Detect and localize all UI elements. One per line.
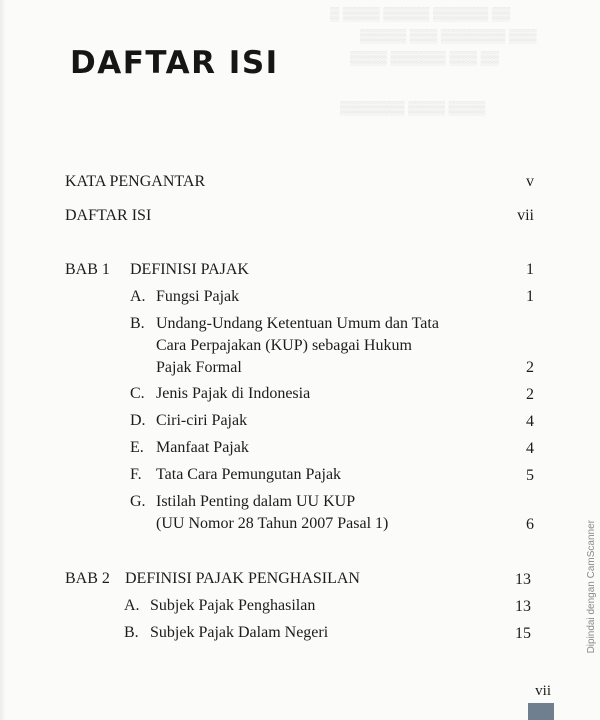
toc-item[interactable]: [130, 410, 247, 432]
chapter-title-bab-2[interactable]: DEFINISI PAJAK PENGHASILAN: [125, 570, 360, 587]
toc-item[interactable]: [130, 491, 388, 535]
item-letter: A.: [124, 597, 140, 614]
item-title: Tata Cara Pemungutan Pajak: [156, 466, 342, 483]
toc-entry-kata-pengantar[interactable]: KATA PENGANTAR: [65, 173, 206, 190]
chapter-number: BAB 2: [65, 570, 110, 587]
toc-item[interactable]: [124, 622, 328, 644]
show-through-text: ▒▒▒▒ ▒▒▒▒▒▒ ▒▒▒ ▒▒: [350, 50, 499, 65]
page-title: DAFTAR ISI: [70, 45, 279, 81]
scanner-watermark: Dipindai dengan CamScanner: [586, 520, 597, 654]
toc-item[interactable]: [124, 595, 315, 617]
toc-item[interactable]: [130, 313, 439, 379]
item-title: Subjek Pajak Dalam Negeri: [150, 624, 329, 641]
toc-entry-page: vii: [517, 207, 534, 224]
item-title: Manfaat Pajak: [156, 439, 249, 456]
item-letter: D.: [130, 412, 146, 429]
chapter-number: BAB 1: [65, 261, 110, 278]
toc-item[interactable]: [130, 437, 249, 459]
item-page: 4: [526, 440, 534, 457]
item-letter: B.: [130, 315, 145, 332]
item-letter: G.: [130, 493, 146, 510]
show-through-text: ▒▒▒▒▒▒▒ ▒▒▒▒ ▒▒▒▒: [340, 100, 486, 115]
item-page: 5: [526, 467, 534, 484]
toc-item[interactable]: [130, 286, 239, 308]
chapter-title-bab-1[interactable]: DEFINISI PAJAK: [130, 261, 249, 278]
item-page: 2: [526, 359, 534, 376]
item-title: Subjek Pajak Penghasilan: [150, 597, 316, 614]
toc-entry-page: v: [526, 173, 534, 190]
item-title: Fungsi Pajak: [156, 288, 240, 305]
footer-page-number: vii: [535, 683, 551, 699]
scan-edge-shadow: [0, 0, 6, 720]
item-letter: B.: [124, 624, 139, 641]
item-title: Undang-Undang Ketentuan Umum dan Tata: [156, 315, 439, 332]
item-title-continued: Pajak Formal: [156, 359, 242, 376]
item-title-continued: Cara Perpajakan (KUP) sebagai Hukum: [156, 337, 412, 354]
item-page: 6: [526, 516, 534, 533]
item-letter: E.: [130, 439, 144, 456]
item-title: Ciri-ciri Pajak: [156, 412, 248, 429]
item-page: 1: [526, 288, 534, 305]
item-page: 2: [526, 386, 534, 403]
item-letter: C.: [130, 385, 145, 402]
toc-item[interactable]: [130, 464, 341, 486]
chapter-page: 1: [526, 261, 534, 278]
item-title: Istilah Penting dalam UU KUP: [156, 493, 356, 510]
item-letter: F.: [130, 466, 142, 483]
chapter-page: 13: [515, 571, 531, 588]
item-title: Jenis Pajak di Indonesia: [156, 385, 311, 402]
show-through-text: ▒ ▒▒▒▒ ▒▒▒▒▒ ▒▒▒▒▒▒ ▒▒: [330, 6, 511, 21]
item-title-continued: (UU Nomor 28 Tahun 2007 Pasal 1): [156, 515, 389, 532]
show-through-text: ▒▒▒▒▒ ▒▒▒ ▒▒▒▒▒▒▒ ▒▒▒: [360, 28, 537, 43]
item-page: 13: [515, 598, 531, 615]
toc-item[interactable]: [130, 383, 310, 405]
toc-entry-daftar-isi[interactable]: DAFTAR ISI: [65, 207, 152, 224]
item-letter: A.: [130, 288, 146, 305]
item-page: 15: [515, 625, 531, 642]
item-page: 4: [526, 413, 534, 430]
page-edge-tab: [528, 703, 554, 720]
